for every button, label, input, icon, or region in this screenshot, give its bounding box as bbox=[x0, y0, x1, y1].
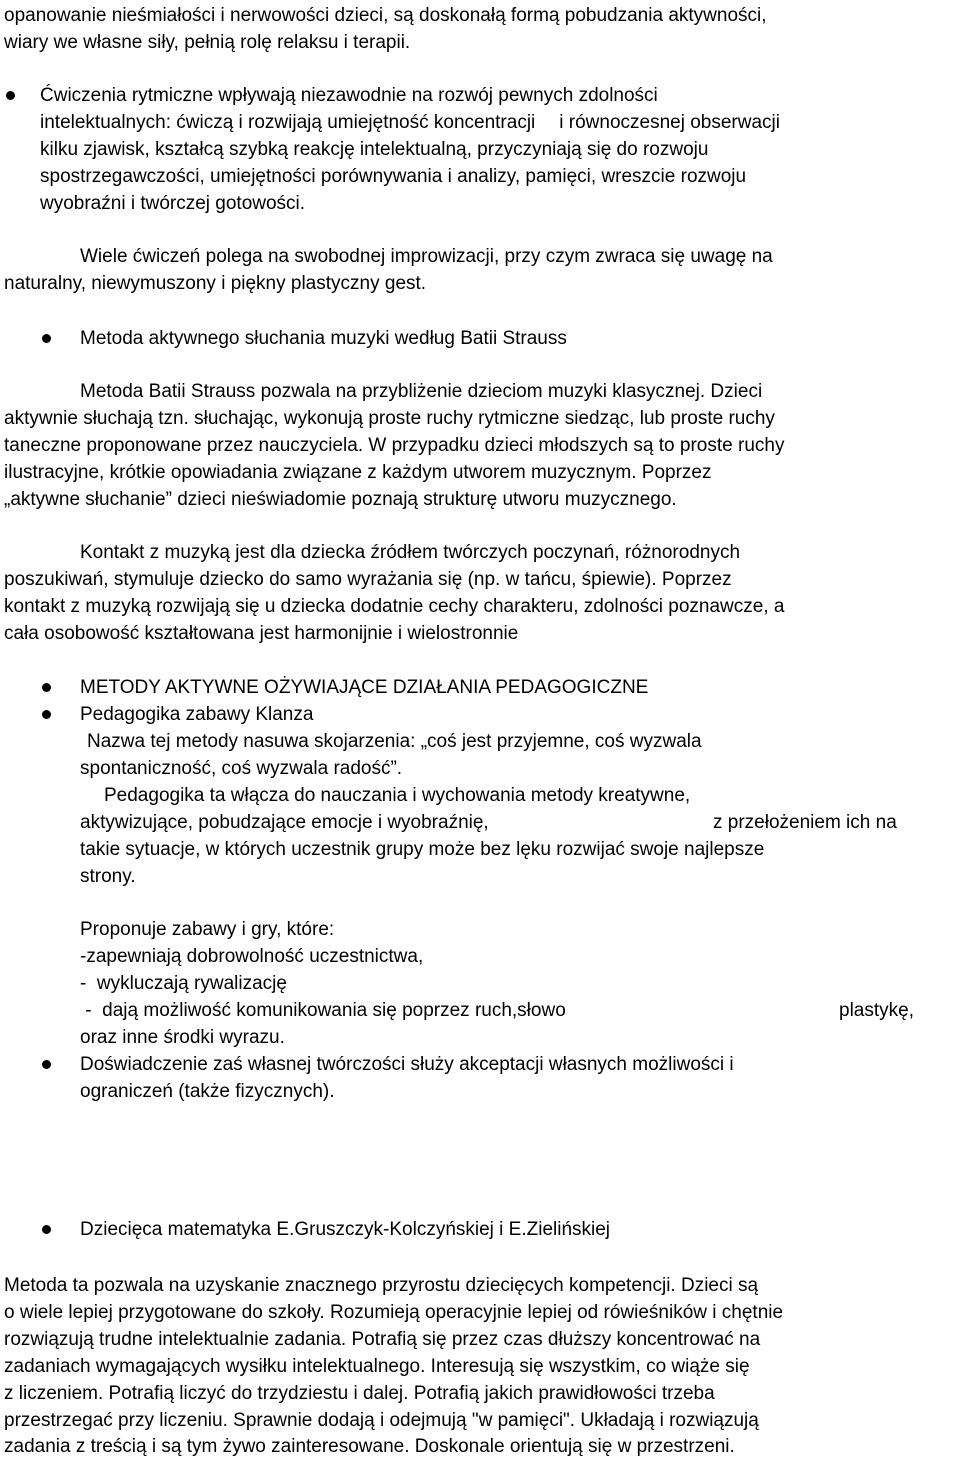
paragraph-line: aktywnie słuchają tzn. słuchając, wykonują proste ruchy rytmiczne siedząc, lub proste ruchy bbox=[4, 408, 775, 429]
section-heading: Metoda aktywnego słuchania muzyki według Batii Strauss bbox=[80, 328, 567, 349]
bullet-icon bbox=[6, 91, 15, 100]
paragraph-line: Wiele ćwiczeń polega na swobodnej improwizacji, przy czym zwraca się uwagę na bbox=[80, 246, 773, 267]
paragraph-line: o wiele lepiej przygotowane do szkoły. Rozumieją operacyjnie lepiej od rówieśników i chętnie bbox=[4, 1302, 784, 1323]
paragraph-line: zadaniach wymagających wysiłku intelektualnego. Interesują się wszystkim, co wiąże się bbox=[4, 1356, 750, 1377]
paragraph-line: Nazwa tej metody nasuwa skojarzenia: „coś jest przyjemne, coś wyzwala bbox=[87, 731, 702, 752]
section-heading: Pedagogika zabawy Klanza bbox=[80, 704, 314, 725]
paragraph-line: z liczeniem. Potrafią liczyć do trzydziestu i dalej. Potrafią jakich prawidłowości trzeba bbox=[4, 1383, 715, 1404]
paragraph-line: Doświadczenie zaś własnej twórczości służy akceptacji własnych możliwości i bbox=[80, 1054, 734, 1075]
paragraph-line: Proponuje zabawy i gry, które: bbox=[80, 919, 335, 940]
paragraph-line: cała osobowość kształtowana jest harmonijnie i wielostronnie bbox=[4, 623, 519, 644]
paragraph-line: wyobraźni i twórczej gotowości. bbox=[40, 193, 306, 214]
paragraph-line: z przełożeniem ich na bbox=[713, 812, 897, 833]
list-item: - dają możliwość komunikowania się poprzez ruch,słowo bbox=[80, 1000, 566, 1021]
list-item: plastykę, bbox=[839, 1000, 914, 1021]
paragraph-line: strony. bbox=[80, 866, 136, 887]
paragraph-line: Metoda Batii Strauss pozwala na przybliżenie dzieciom muzyki klasycznej. Dzieci bbox=[80, 381, 763, 402]
paragraph-line: „aktywne słuchanie” dzieci nieświadomie poznają strukturę utworu muzycznego. bbox=[4, 489, 677, 510]
paragraph-line: zadania z treścią i są tym żywo zainteresowane. Doskonale orientują się w przestrzeni. bbox=[4, 1436, 735, 1457]
line-part: i równoczesnej obserwacji bbox=[559, 112, 780, 133]
bullet-icon bbox=[42, 710, 51, 719]
bullet-icon bbox=[42, 334, 51, 343]
bullet-icon bbox=[42, 683, 51, 692]
paragraph-line bbox=[40, 109, 780, 136]
paragraph-line: spostrzegawczości, umiejętności porównywania i analizy, pamięci, wreszcie rozwoju bbox=[40, 166, 747, 187]
paragraph-line: Pedagogika ta włącza do nauczania i wychowania metody kreatywne, bbox=[104, 785, 691, 806]
paragraph-line: przestrzegać przy liczeniu. Sprawnie dodają i odejmują "w pamięci". Układają i rozwiązują bbox=[4, 1410, 759, 1431]
paragraph-line: aktywizujące, pobudzające emocje i wyobraźnię, bbox=[80, 812, 489, 833]
paragraph-line: Kontakt z muzyką jest dla dziecka źródłem twórczych poczynań, różnorodnych bbox=[80, 542, 741, 563]
bullet-icon bbox=[42, 1225, 51, 1234]
paragraph-line: wiary we własne siły, pełnią rolę relaksu i terapii. bbox=[4, 32, 411, 53]
bullet-icon bbox=[42, 1060, 51, 1069]
paragraph-line: opanowanie nieśmiałości i nerwowości dzieci, są doskonałą formą pobudzania aktywności, bbox=[4, 5, 767, 26]
list-item: - wykluczają rywalizację bbox=[80, 973, 287, 994]
paragraph-line: ilustracyjne, krótkie opowiadania związane z każdym utworem muzycznym. Poprzez bbox=[4, 462, 712, 483]
section-heading: METODY AKTYWNE OŻYWIAJĄCE DZIAŁANIA PEDAGOGICZNE bbox=[80, 677, 649, 698]
paragraph-line: ograniczeń (także fizycznych). bbox=[80, 1081, 335, 1102]
paragraph-line: kilku zjawisk, kształcą szybką reakcję intelektualną, przyczyniają się do rozwoju bbox=[40, 139, 709, 160]
paragraph-line: naturalny, niewymuszony i piękny plastyczny gest. bbox=[4, 273, 427, 294]
paragraph-line: Metoda ta pozwala na uzyskanie znacznego przyrostu dziecięcych kompetencji. Dzieci są bbox=[4, 1275, 759, 1296]
paragraph-line: oraz inne środki wyrazu. bbox=[80, 1027, 285, 1048]
paragraph-line: rozwiązują trudne intelektualnie zadania. Potrafią się przez czas dłuższy koncentrować na bbox=[4, 1329, 761, 1350]
line-part: intelektualnych: ćwiczą i rozwijają umiejętność koncentracji bbox=[40, 112, 536, 133]
list-item: -zapewniają dobrowolność uczestnictwa, bbox=[80, 946, 424, 967]
paragraph-line: spontaniczność, coś wyzwala radość”. bbox=[80, 758, 403, 779]
paragraph-line: poszukiwań, stymuluje dziecko do samo wyrażania się (np. w tańcu, śpiewie). Poprzez bbox=[4, 569, 732, 590]
paragraph-line: Ćwiczenia rytmiczne wpływają niezawodnie na rozwój pewnych zdolności bbox=[40, 85, 658, 106]
paragraph-line: takie sytuacje, w których uczestnik grupy może bez lęku rozwijać swoje najlepsze bbox=[80, 839, 765, 860]
paragraph-line: taneczne proponowane przez nauczyciela. W przypadku dzieci młodszych są to proste ruchy bbox=[4, 435, 785, 456]
paragraph-line: kontakt z muzyką rozwijają się u dziecka dodatnie cechy charakteru, zdolności poznawcze, a bbox=[4, 596, 785, 617]
section-heading: Dziecięca matematyka E.Gruszczyk-Kolczyńskiej i E.Zielińskiej bbox=[80, 1219, 611, 1240]
